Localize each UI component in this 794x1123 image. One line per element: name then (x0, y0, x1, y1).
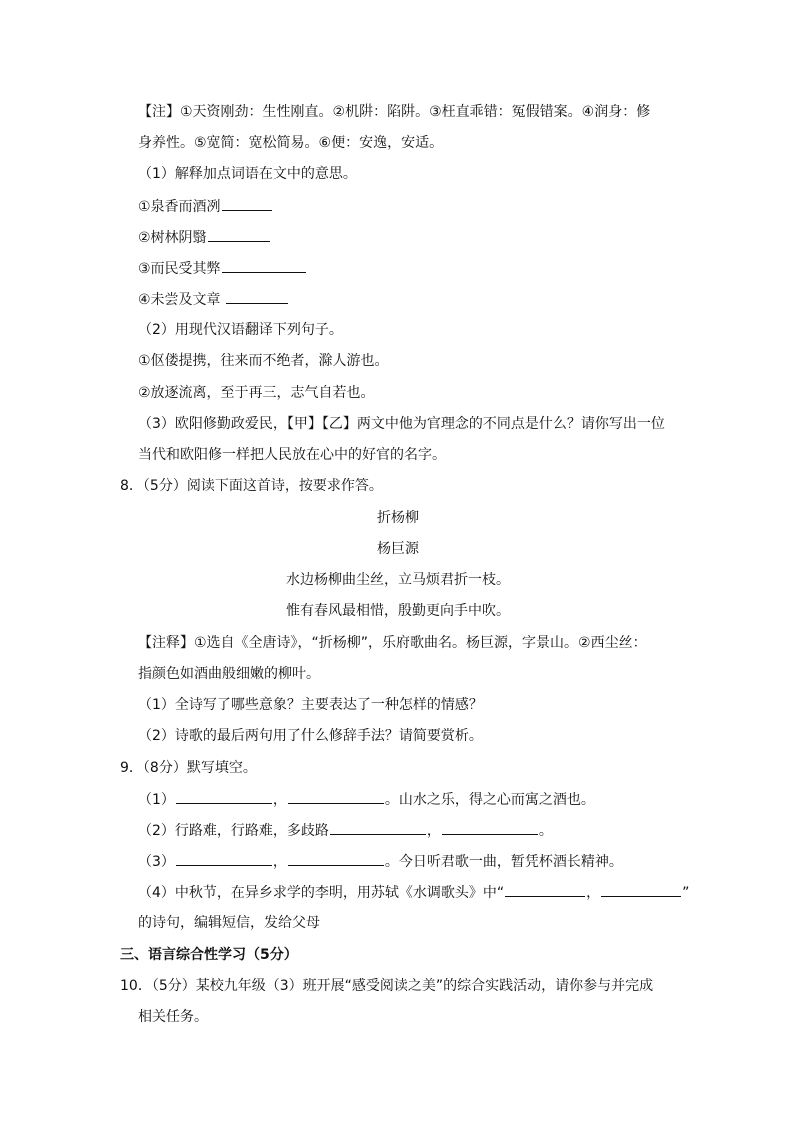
answer-blank[interactable] (208, 227, 270, 242)
q9-line-2-pre: （2）行路难，行路难，多歧路 (138, 823, 329, 839)
answer-blank[interactable] (222, 196, 272, 211)
q9-line-2-sep: ， (426, 823, 441, 839)
q9-line-2-post: 。 (538, 823, 553, 839)
answer-blank[interactable] (442, 820, 538, 835)
q7-word-2-text: ②树林阴翳 (138, 230, 207, 246)
q8-note-line-1: 【注释】①选自《全唐诗》，“折杨柳”，乐府歌曲名。杨巨源，字景山。②西尘丝： (138, 635, 647, 651)
answer-blank[interactable] (505, 882, 585, 897)
q7-word-3-text: ③而民受其弊 (138, 261, 221, 277)
q7-sub1: （1）解释加点词语在文中的意思。 (138, 166, 357, 182)
q7-sentence-2: ②放逐流离，至于再三，志气自若也。 (138, 385, 375, 401)
section-3-title: 三、语言综合性学习（5分） (120, 947, 298, 963)
q8-note-line-2: 指颜色如酒曲般细嫩的柳叶。 (138, 666, 320, 682)
poem-author: 杨巨源 (377, 541, 419, 557)
q9-line-4-sep: ， (586, 885, 601, 901)
q10-line-1: 10．（5分）某校九年级（3）班开展“感受阅读之美”的综合实践活动，请你参与并完成 (120, 978, 654, 994)
q9-header: 9．（8分）默写填空。 (120, 760, 257, 776)
q7-word-1-text: ①泉香而酒冽 (138, 199, 221, 215)
answer-blank[interactable] (288, 789, 384, 804)
q9-line-3-pre: （3） (138, 854, 175, 870)
q9-line-4 (138, 882, 690, 903)
q9-line-4-cont: 的诗句，编辑短信，发给父母 (138, 915, 320, 931)
q9-line-4-pre: （4）中秋节，在异乡求学的李明，用苏轼《水调歌头》中“ (138, 885, 505, 901)
answer-blank[interactable] (288, 851, 384, 866)
q7-word-3 (138, 258, 678, 279)
q7-word-4 (138, 289, 678, 310)
answer-blank[interactable] (330, 820, 426, 835)
q7-sub3-line-2: 当代和欧阳修一样把人民放在心中的好官的名字。 (138, 447, 446, 463)
poem-line-2: 惟有春风最相惜，殷勤更向手中吹。 (286, 603, 510, 619)
q8-sub2: （2）诗歌的最后两句用了什么修辞手法？请简要赏析。 (138, 728, 483, 744)
q9-line-1 (138, 789, 678, 810)
q9-line-3-post: 。今日听君歌一曲，暂凭杯酒长精神。 (384, 854, 623, 870)
answer-blank[interactable] (176, 789, 272, 804)
q7-word-1 (138, 196, 678, 217)
notes-line-2: 身养性。⑤宽简：宽松简易。⑥便：安逸，安适。 (138, 135, 444, 151)
q9-line-4-post: ” (682, 885, 690, 901)
poem-title: 折杨柳 (377, 510, 419, 526)
q9-line-3 (138, 851, 678, 872)
q7-sub2: （2）用现代汉语翻译下列句子。 (138, 322, 343, 338)
answer-blank[interactable] (226, 289, 288, 304)
q8-sub1: （1）全诗写了哪些意象？主要表达了一种怎样的情感？ (138, 697, 483, 713)
answer-blank[interactable] (222, 258, 306, 273)
answer-blank[interactable] (176, 851, 272, 866)
q7-word-4-text: ④未尝及文章 (138, 292, 221, 308)
q9-line-2 (138, 820, 678, 841)
q9-line-1-sep: ， (272, 792, 287, 808)
q10-line-2: 相关任务。 (138, 1009, 208, 1025)
q9-line-1-pre: （1） (138, 792, 175, 808)
q7-sentence-1: ①伛偻提携，往来而不绝者，滁人游也。 (138, 353, 389, 369)
q7-word-2 (138, 227, 678, 248)
q9-line-3-sep: ， (272, 854, 287, 870)
q9-line-1-post: 。山水之乐，得之心而寓之酒也。 (384, 792, 595, 808)
answer-blank[interactable] (601, 882, 681, 897)
notes-line-1: 【注】①天资刚劲：生性刚直。②机阱：陷阱。③枉直乖错：冤假错案。④润身：修 (138, 104, 651, 120)
q8-header: 8．（5分）阅读下面这首诗，按要求作答。 (120, 478, 383, 494)
poem-line-1: 水边杨柳曲尘丝，立马烦君折一枝。 (286, 572, 510, 588)
q7-sub3-line-1: （3）欧阳修勤政爱民，【甲】【乙】两文中他为官理念的不同点是什么？请你写出一位 (138, 416, 665, 432)
